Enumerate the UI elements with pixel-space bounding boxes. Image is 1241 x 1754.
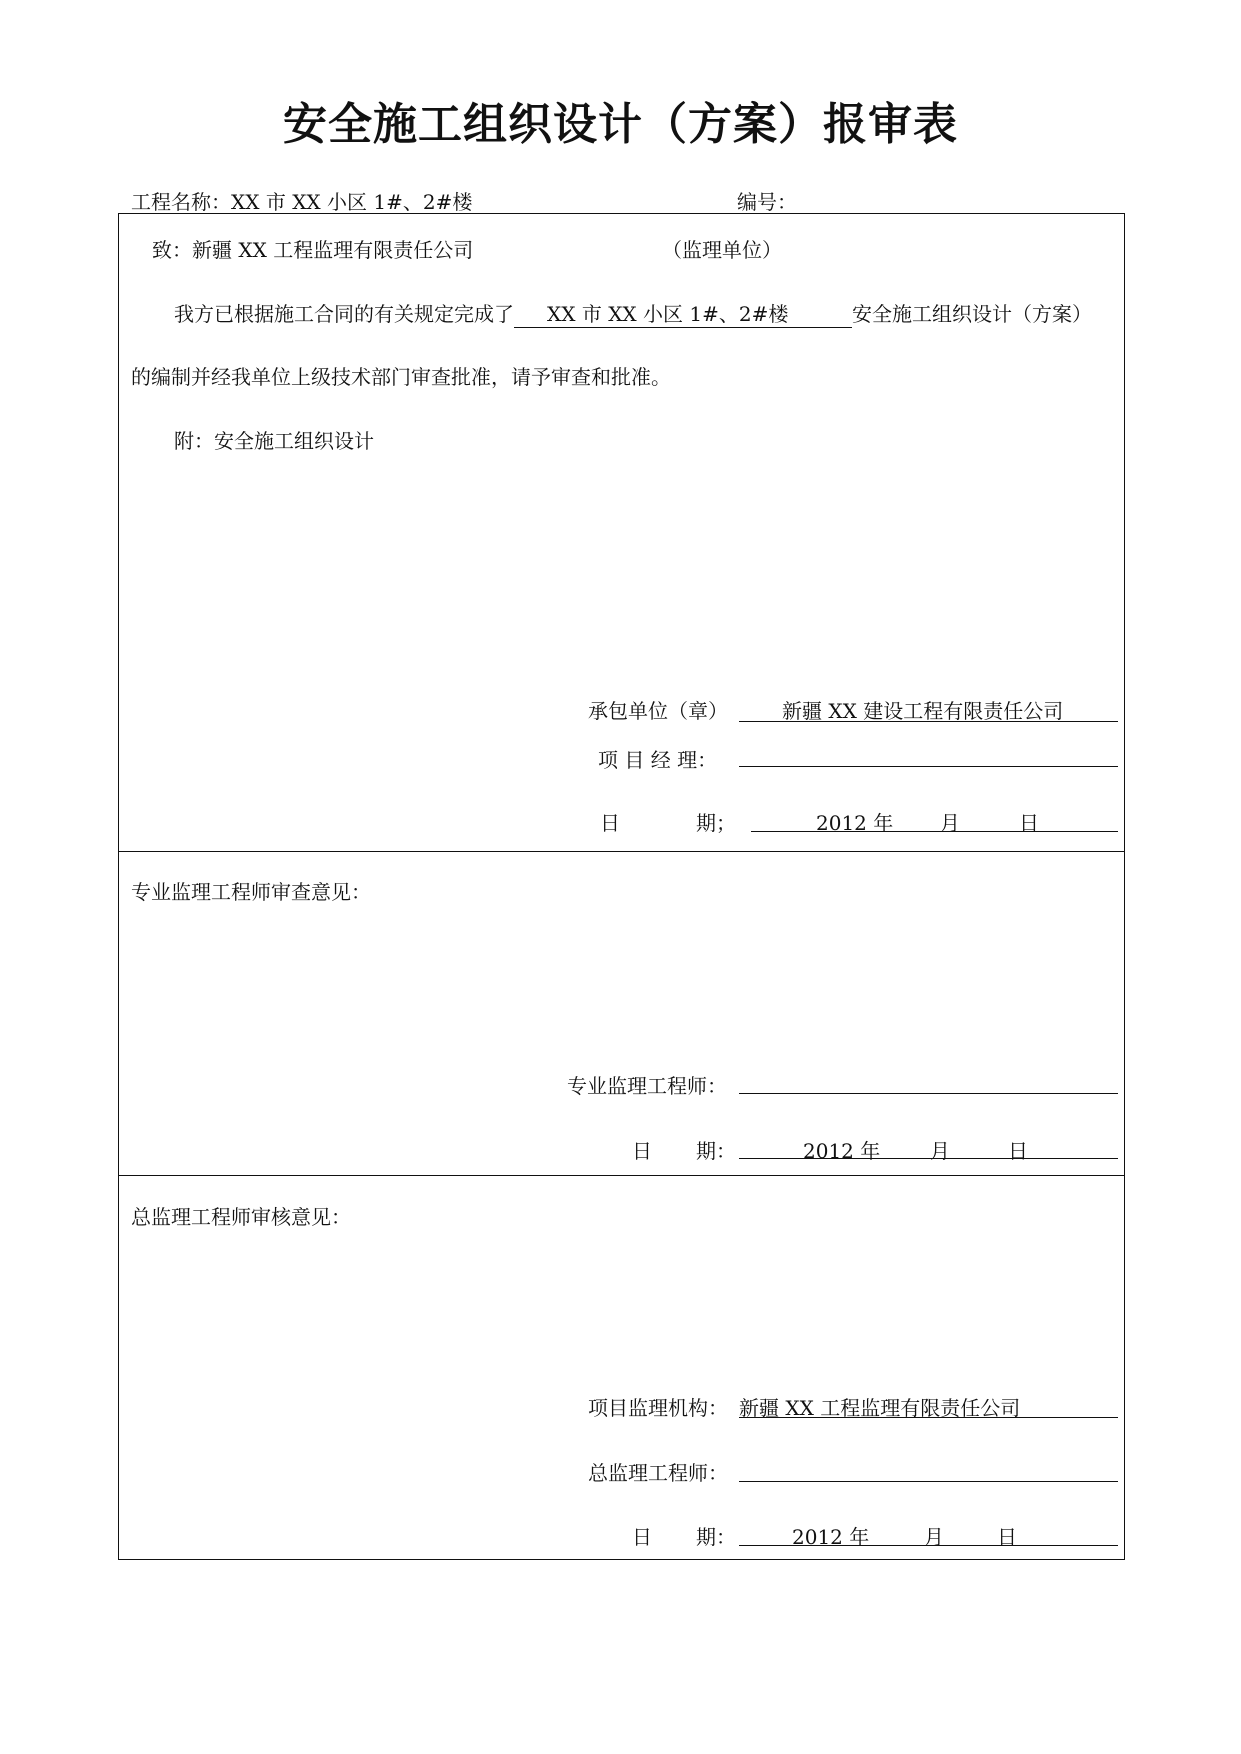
submission-paragraph-line1 [174, 298, 1092, 328]
paragraph-prefix: 我方已根据施工合同的有关规定完成了 [174, 302, 514, 326]
project-name-value[interactable]: XX 市 XX 小区 1#、2#楼 [231, 190, 473, 214]
number-label: 编号： [737, 190, 797, 214]
chief-opinion-heading: 总监理工程师审核意见： [131, 1205, 351, 1229]
supervision-org-label: 项目监理机构： [588, 1396, 728, 1420]
row-divider-1 [119, 851, 1124, 852]
date-field-1[interactable] [751, 831, 1118, 832]
date-label-2b: 期： [696, 1139, 736, 1163]
engineer-opinion-heading: 专业监理工程师审查意见： [131, 880, 371, 904]
date-day-2: 日 [1008, 1139, 1028, 1163]
paragraph-suffix: 安全施工组织设计（方案） [852, 302, 1092, 326]
date-year-3: 2012 年 [792, 1525, 870, 1549]
date-year-2: 2012 年 [803, 1139, 881, 1163]
date-month-2: 月 [930, 1139, 950, 1163]
number-field [737, 186, 797, 215]
paragraph-project-field[interactable] [514, 301, 852, 328]
date-month-3: 月 [924, 1525, 944, 1549]
date-label-2a: 日 [632, 1139, 652, 1163]
chief-engineer-signature-field[interactable] [739, 1481, 1118, 1482]
date-year-1: 2012 年 [816, 811, 894, 835]
addressee-role: （监理单位） [662, 238, 782, 262]
engineer-label: 专业监理工程师： [567, 1074, 727, 1098]
review-form-table [118, 213, 1125, 1560]
page-title: 安全施工组织设计（方案）报审表 [283, 99, 958, 150]
date-month-1: 月 [940, 811, 960, 835]
manager-label: 项 目 经 理： [598, 748, 718, 772]
date-label-1a: 日 [600, 811, 620, 835]
row-divider-2 [119, 1175, 1124, 1176]
project-name-label: 工程名称： [131, 190, 231, 214]
date-label-3b: 期： [696, 1525, 736, 1549]
date-field-2[interactable] [739, 1158, 1118, 1159]
supervision-org-value[interactable]: 新疆 XX 工程监理有限责任公司 [739, 1396, 1021, 1420]
date-label-3a: 日 [632, 1525, 652, 1549]
addressee-company[interactable]: 新疆 XX 工程监理有限责任公司 [192, 238, 474, 262]
contractor-label: 承包单位（章） [588, 699, 728, 723]
date-day-3: 日 [997, 1525, 1017, 1549]
chief-engineer-label: 总监理工程师： [588, 1461, 728, 1485]
addressee-line [152, 234, 473, 263]
engineer-signature-field[interactable] [739, 1093, 1118, 1094]
project-name-field [131, 186, 472, 215]
paragraph-project-value: XX 市 XX 小区 1#、2#楼 [547, 302, 789, 326]
manager-signature-field[interactable] [739, 766, 1118, 767]
date-day-1: 日 [1019, 811, 1039, 835]
addressee-label: 致： [152, 238, 192, 262]
submission-paragraph-line2: 的编制并经我单位上级技术部门审查批准，请予审查和批准。 [131, 365, 671, 389]
attachment-line: 附：安全施工组织设计 [174, 429, 374, 453]
contractor-value[interactable]: 新疆 XX 建设工程有限责任公司 [782, 699, 1064, 723]
date-label-1b: 期； [696, 811, 736, 835]
